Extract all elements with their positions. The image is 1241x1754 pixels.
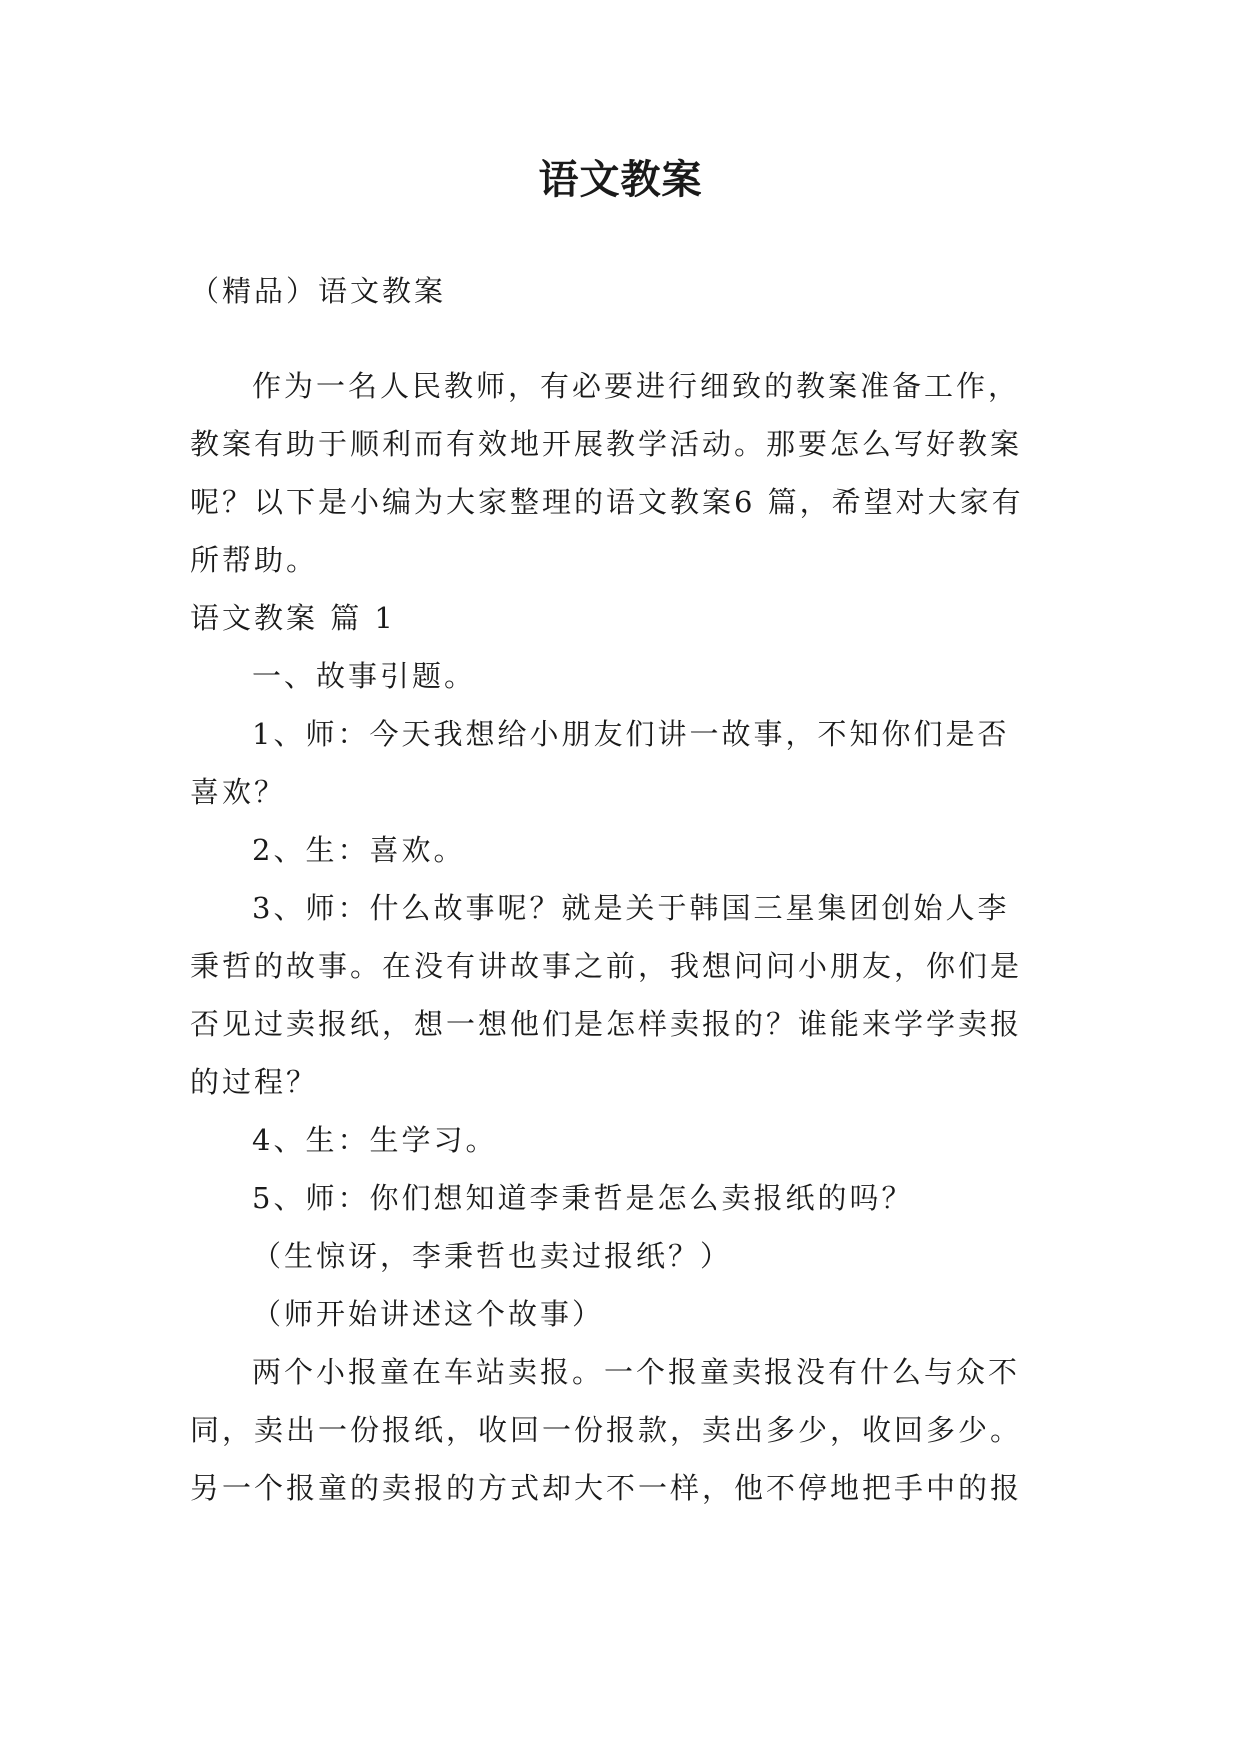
body-line: 5、师：你们想知道李秉哲是怎么卖报纸的吗？ [252, 1181, 914, 1215]
body-line: （师开始讲述这个故事） [252, 1297, 605, 1331]
body-line: 3、师：什么故事呢？就是关于韩国三星集团创始人李 [252, 891, 1010, 925]
document-subtitle: （精品）语文教案 [190, 274, 447, 308]
document-title: 语文教案 [538, 156, 703, 203]
intro-line: 教案有助于顺利而有效地开展教学活动。那要怎么写好教案 [190, 427, 1023, 461]
body-line: 喜欢？ [190, 775, 287, 809]
intro-line: 作为一名人民教师，有必要进行细致的教案准备工作， [252, 369, 1021, 403]
body-line: 4、生：生学习。 [252, 1123, 498, 1157]
body-line: 1、师：今天我想给小朋友们讲一故事，不知你们是否 [252, 717, 1010, 751]
body-line: 同，卖出一份报纸，收回一份报款，卖出多少，收回多少。 [190, 1413, 1023, 1447]
body-line: 两个小报童在车站卖报。一个报童卖报没有什么与众不 [252, 1355, 1021, 1389]
intro-line: 呢？以下是小编为大家整理的语文教案6 篇，希望对大家有 [190, 485, 1024, 519]
body-line: 一、故事引题。 [252, 659, 477, 693]
section-heading: 语文教案 篇 1 [190, 601, 396, 635]
body-line: 2、生：喜欢。 [252, 833, 466, 867]
document-subtitle-block [190, 262, 1070, 320]
body-line: 另一个报童的卖报的方式却大不一样，他不停地把手中的报 [190, 1471, 1023, 1505]
intro-paragraph [190, 357, 1070, 1517]
body-line: 的过程？ [190, 1065, 319, 1099]
intro-line: 所帮助。 [190, 543, 319, 577]
body-line: 秉哲的故事。在没有讲故事之前，我想问问小朋友，你们是 [190, 949, 1023, 983]
body-line: （生惊讶，李秉哲也卖过报纸？） [252, 1239, 733, 1273]
body-line: 否见过卖报纸，想一想他们是怎样卖报的？谁能来学学卖报 [190, 1007, 1023, 1041]
